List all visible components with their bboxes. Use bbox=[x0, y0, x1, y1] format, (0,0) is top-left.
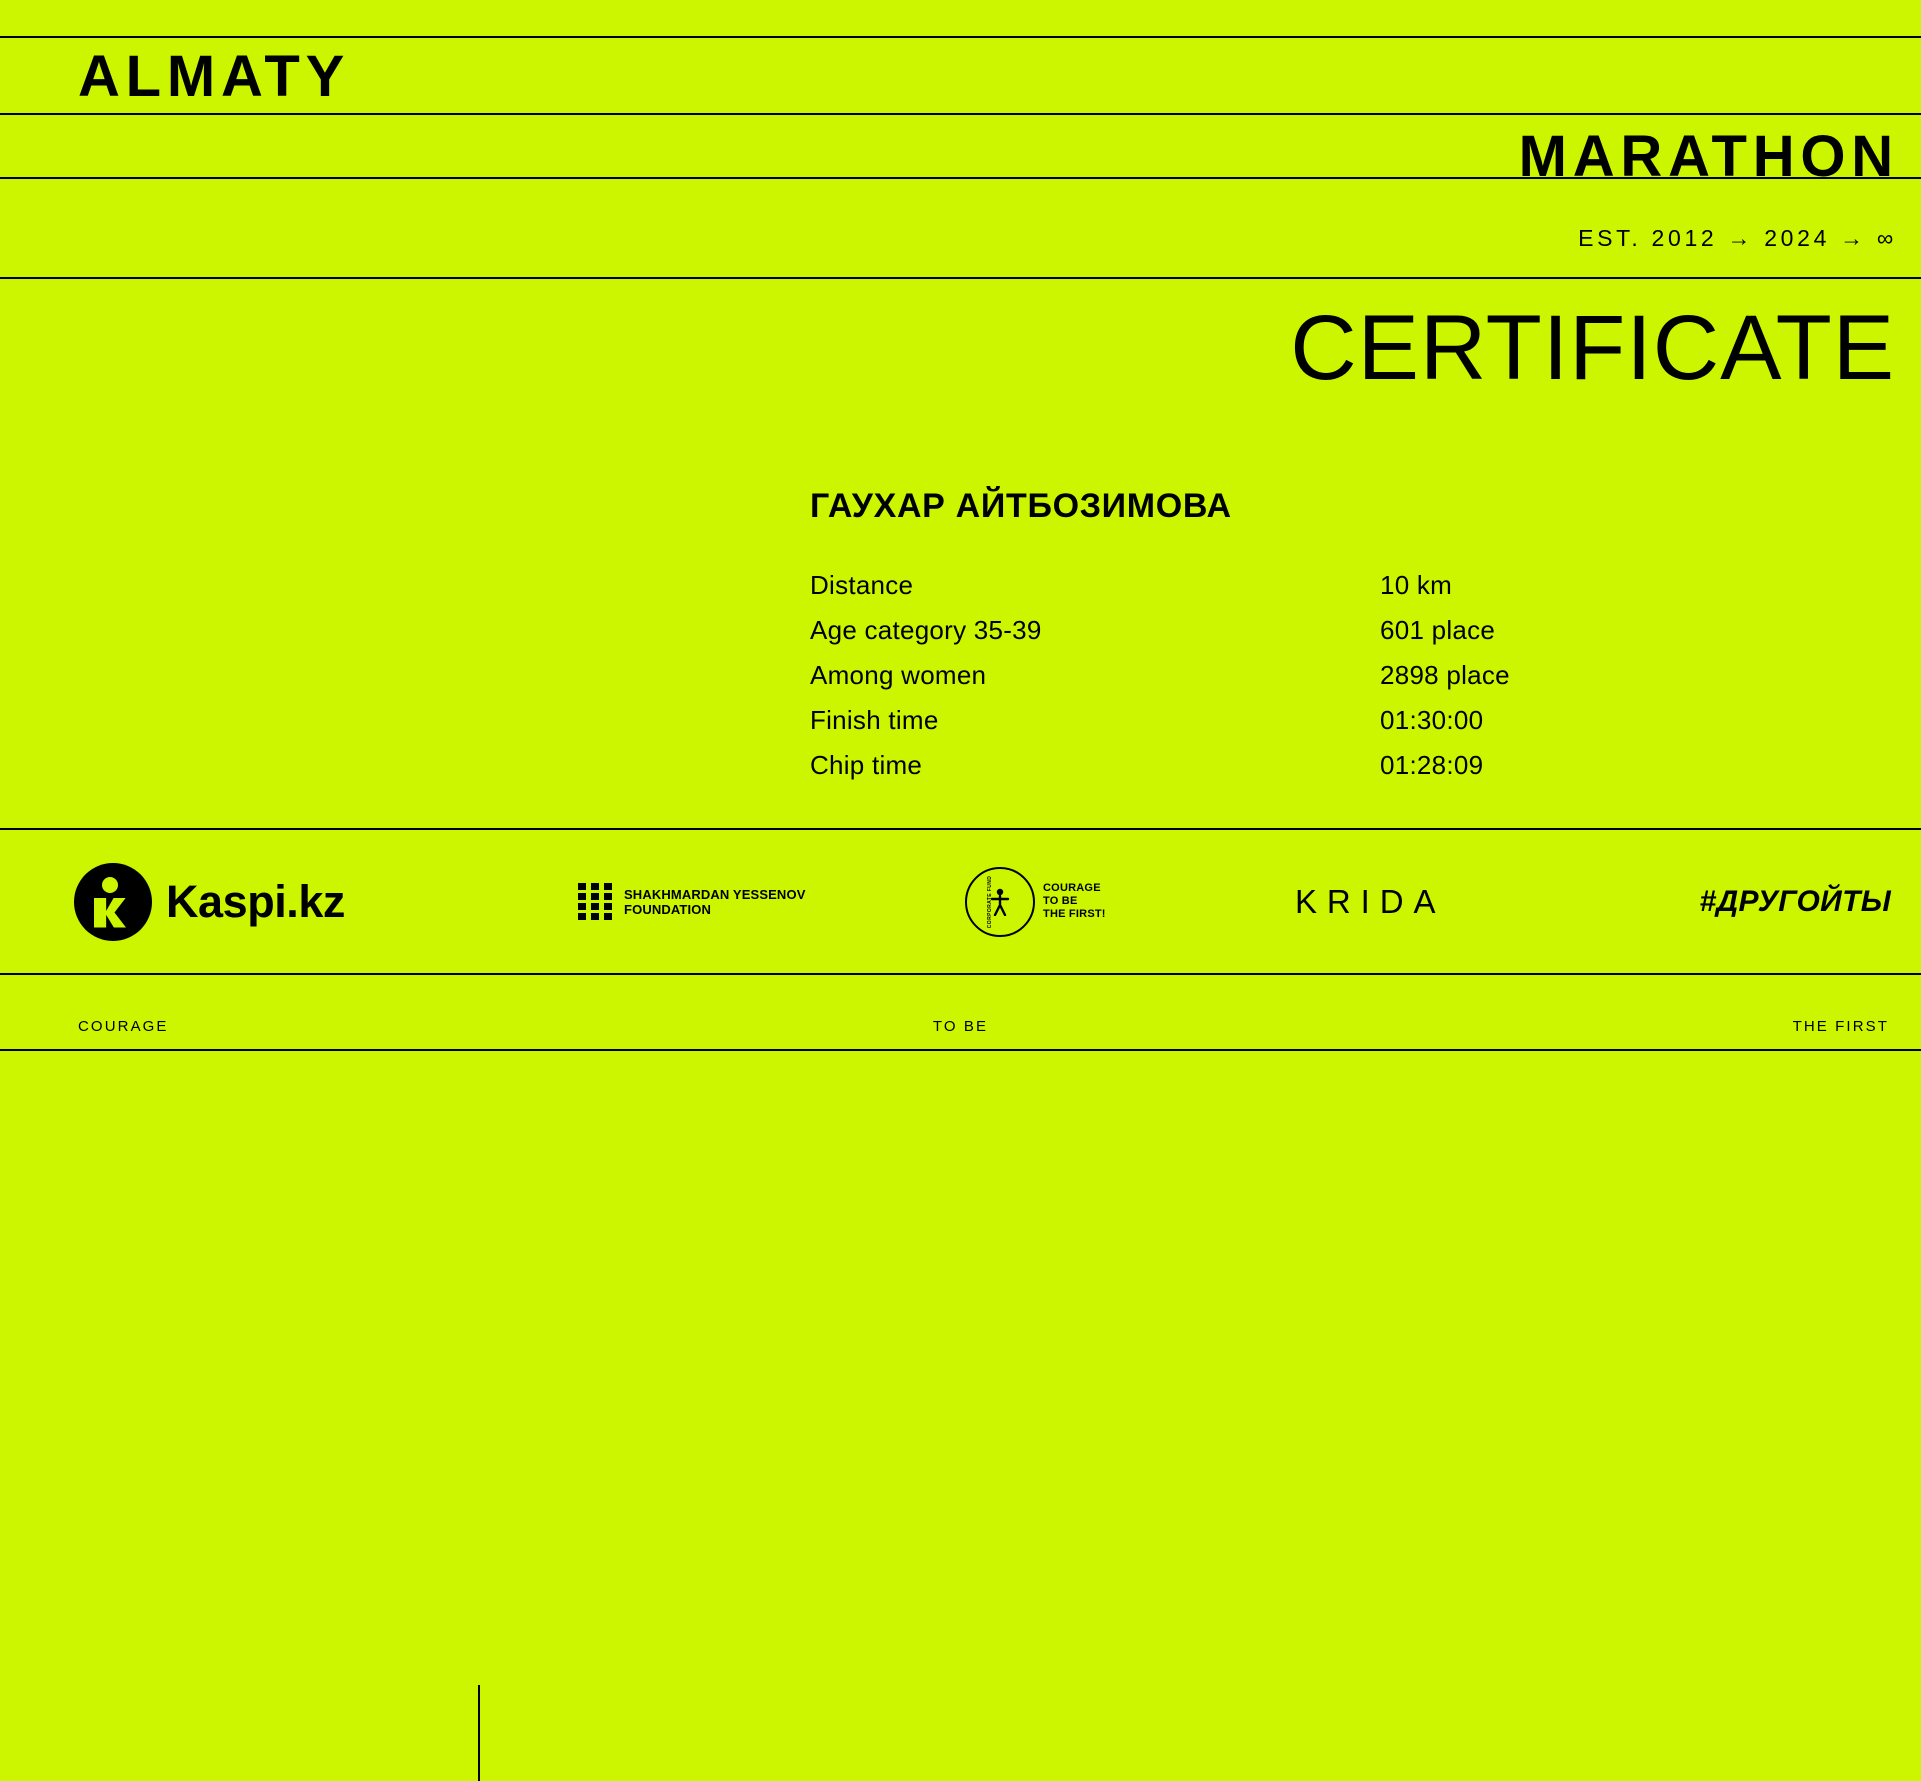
kaspi-logo-icon bbox=[74, 863, 152, 941]
sponsor-divider bbox=[478, 1685, 480, 1781]
sponsor-drugoity-hashtag: #ДРУГОЙТЫ bbox=[1699, 884, 1891, 918]
sponsor-kaspi bbox=[74, 863, 345, 941]
kaspi-label: Kaspi.kz bbox=[166, 875, 345, 927]
divider-line-1 bbox=[0, 36, 1921, 38]
corporate-fund-line1: COURAGE bbox=[1043, 882, 1101, 894]
divider-line-7 bbox=[0, 1049, 1921, 1051]
yessenov-label-line2: FOUNDATION bbox=[624, 901, 711, 917]
table-row bbox=[810, 660, 1870, 691]
result-value: 10 km bbox=[1380, 570, 1453, 600]
table-row bbox=[810, 750, 1870, 781]
result-label: Finish time bbox=[810, 705, 939, 735]
slogan-left: COURAGE bbox=[78, 1018, 169, 1035]
sponsor-corporate-fund bbox=[965, 867, 1106, 937]
slogan-right: THE FIRST bbox=[1792, 1018, 1889, 1035]
sponsor-yessenov-foundation bbox=[578, 883, 806, 921]
established-years: EST. 2012 → 2024 → ∞ bbox=[1578, 225, 1897, 251]
result-value: 01:30:00 bbox=[1380, 705, 1484, 735]
yessenov-label bbox=[624, 887, 806, 917]
slogan-center: TO BE bbox=[932, 1018, 989, 1035]
result-value: 01:28:09 bbox=[1380, 750, 1484, 780]
table-row bbox=[810, 705, 1870, 736]
footer-slogan bbox=[0, 1018, 1921, 1042]
result-value: 2898 place bbox=[1380, 660, 1510, 690]
divider-line-2 bbox=[0, 113, 1921, 115]
corporate-fund-line3: THE FIRST! bbox=[1043, 908, 1106, 920]
page-title: CERTIFICATE bbox=[1290, 297, 1895, 399]
sponsor-bar bbox=[0, 830, 1921, 973]
brand-wordmark-almaty: ALMATY bbox=[78, 44, 351, 109]
corporate-fund-line2: TO BE bbox=[1043, 895, 1078, 907]
table-row bbox=[810, 570, 1870, 601]
corporate-fund-seal-icon bbox=[965, 867, 1035, 937]
results-table bbox=[810, 570, 1870, 795]
participant-name: ГАУХАР АЙТБОЗИМОВА bbox=[810, 487, 1232, 525]
corporate-fund-label bbox=[1043, 882, 1106, 921]
divider-line-6 bbox=[0, 973, 1921, 975]
brand-wordmark-marathon: MARATHON bbox=[1518, 124, 1899, 189]
result-label: Among women bbox=[810, 660, 987, 690]
result-label: Chip time bbox=[810, 750, 923, 780]
sponsor-krida: KRIDA bbox=[1295, 882, 1446, 920]
corporate-fund-micro-text: CORPORATE FUND bbox=[987, 875, 994, 928]
divider-line-4 bbox=[0, 277, 1921, 279]
table-row bbox=[810, 615, 1870, 646]
result-label: Age category 35-39 bbox=[810, 615, 1042, 645]
result-label: Distance bbox=[810, 570, 914, 600]
yessenov-label-line1: SHAKHMARDAN YESSENOV bbox=[624, 886, 806, 902]
result-value: 601 place bbox=[1380, 615, 1496, 645]
runner-icon bbox=[989, 888, 1011, 916]
yessenov-logo-icon bbox=[578, 883, 612, 921]
